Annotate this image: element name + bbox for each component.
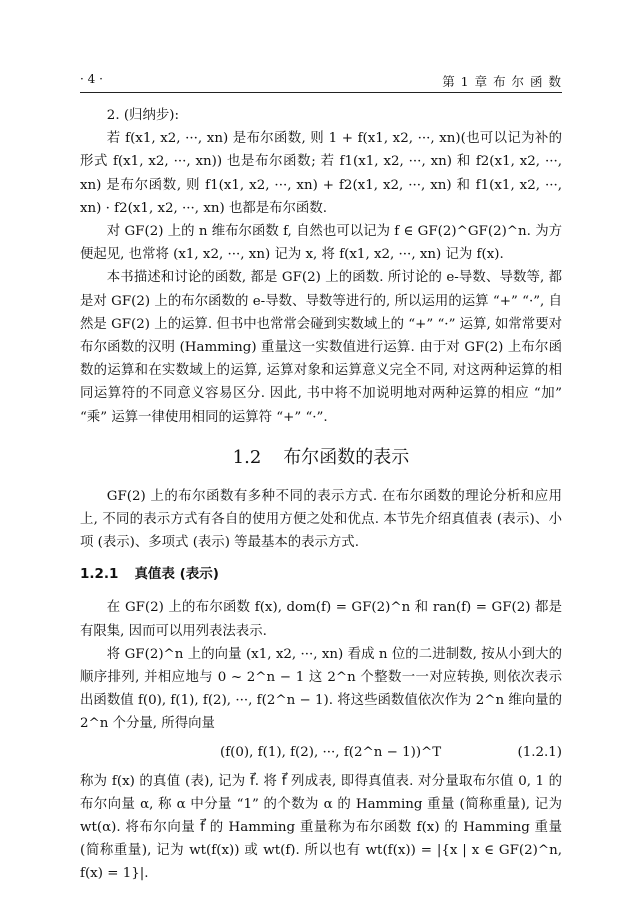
equation-label: (1.2.1): [517, 744, 562, 760]
chapter-title: 第 1 章 布 尔 函 数: [442, 74, 562, 89]
equation-expression: (f(0), f(1), f(2), ···, f(2^n − 1))^T: [220, 744, 442, 760]
section-heading: [80, 443, 562, 473]
paragraph-truth-value: 称为 f(x) 的真值 (表), 记为 f⃗. 将 f⃗ 列成表, 即得真值表. 对分量取布尔值 0, 1 的布尔向量 α, 称 α 中分量 “1” 的个数为 α 的 Hamming 重量 (简称重量), 记为 wt(α). 将布尔向量 f⃗ 的 Hamming 重量称为布尔函数 f(x) 的 Hamming 重量 (简称重量), 记为 wt(f(x)) 或 wt(f). 所以也有 wt(f(x)) = |{x | x ∈ GF(2)^n, f(x) = 1}|.: [80, 773, 562, 882]
subsection-heading: [80, 562, 562, 586]
paragraph-domain: 在 GF(2) 上的布尔函数 f(x), dom(f) = GF(2)^n 和 ran(f) = GF(2) 都是有限集, 因而可以用列表法表示.: [80, 600, 562, 639]
running-header: [80, 70, 562, 93]
paragraph-section-intro: GF(2) 上的布尔函数有多种不同的表示方式. 在布尔函数的理论分析和应用上, 不同的表示方式有各自的使用方便之处和优点. 本节先介绍真值表 (表示)、小项 (表示)、多项式 (表示) 等最基本的表示方式.: [80, 488, 562, 551]
body-text: [80, 104, 562, 886]
page-number: · 4 ·: [80, 72, 103, 86]
paragraph-notation: 对 GF(2) 上的 n 维布尔函数 f, 自然也可以记为 f ∈ GF(2)^GF(2)^n. 为方便起见, 也常将 (x1, x2, ···, xn) 记为 x, 将 f(x1, x2, ···, xn) 记为 f(x).: [80, 224, 562, 263]
item-2-title: 2. (归纳步):: [106, 108, 179, 123]
paragraph-operations: 本书描述和讨论的函数, 都是 GF(2) 上的函数. 所讨论的 e-导数、导数等, 都是对 GF(2) 上的布尔函数的 e-导数、导数等进行的, 所以运用的运算 “+” “·”, 自然是 GF(2) 上的运算. 但书中也常常会碰到实数域上的 “+” “·” 运算, 如常常要对布尔函数的汉明 (Hamming) 重量这一实数值进行运算. 由于对 GF(2) 上布尔函数的运算和在实数域上的运算, 运算对象和运算意义完全不同, 对这两种运算的相同运算符的不同意义容易区分. 因此, 书中将不加说明地对两种运算的相应 “加” “乘” 运算一律使用相同的运算符 “+” “·”.: [80, 270, 562, 425]
equation-1-2-1: [80, 738, 562, 768]
section-title: 布尔函数的表示: [283, 446, 410, 468]
subsection-number: 1.2.1: [80, 566, 119, 583]
paragraph-vector: 将 GF(2)^n 上的向量 (x1, x2, ···, xn) 看成 n 位的二进制数, 按从小到大的顺序排列, 并相应地与 0 ~ 2^n − 1 这 2^n 个整数一一对应转换, 则依次表示出函数值 f(0), f(1), f(2), ···, f(2^n − 1). 将这些函数值依次作为 2^n 维向量的 2^n 个分量, 所得向量: [80, 646, 562, 732]
paragraph-induction: 若 f(x1, x2, ···, xn) 是布尔函数, 则 1 + f(x1, x2, ···, xn)(也可以记为补的形式 f(x1, x2, ···, xn)) 也是布尔函数; 若 f1(x1, x2, ···, xn) 和 f2(x1, x2, ···, xn) 是布尔函数, 则 f1(x1, x2, ···, xn) + f2(x1, x2, ···, xn) 和 f1(x1, x2, ···, xn) · f2(x1, x2, ···, xn) 也都是布尔函数.: [80, 131, 562, 216]
section-number: 1.2: [232, 446, 262, 468]
subsection-title: 真值表 (表示): [134, 566, 219, 583]
